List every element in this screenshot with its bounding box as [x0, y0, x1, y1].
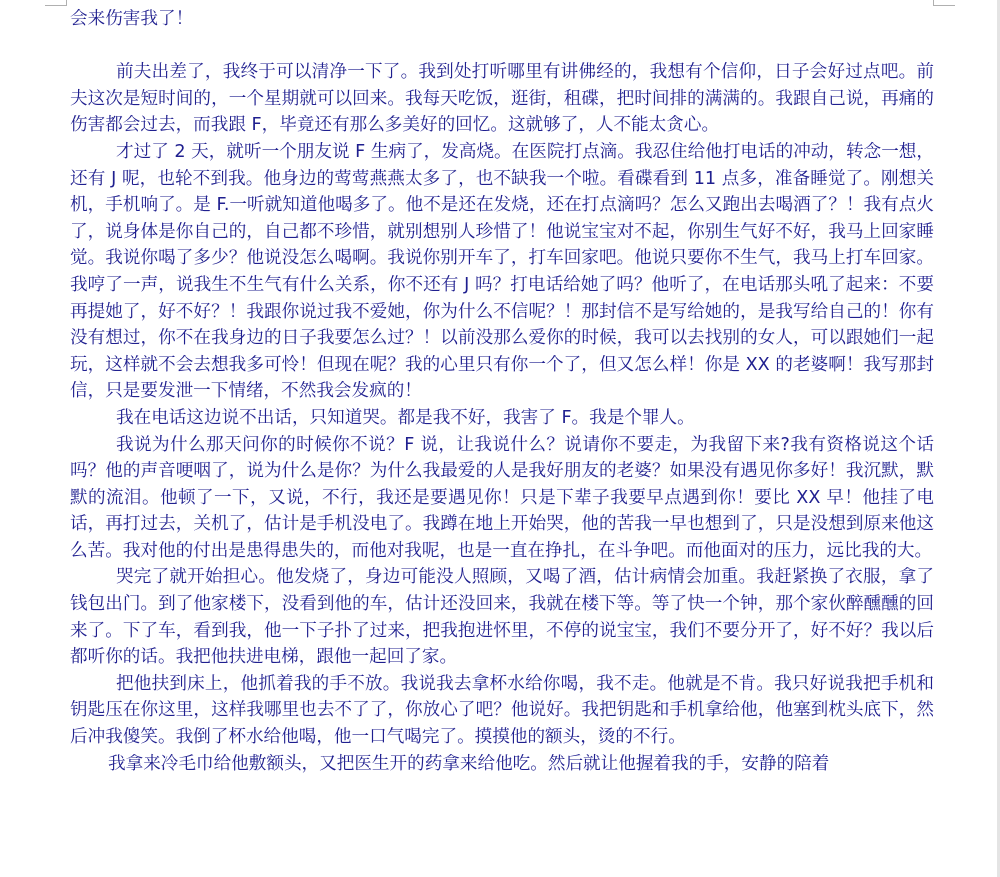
paragraph: 哭完了就开始担心。他发烧了，身边可能没人照顾，又喝了酒，估计病情会加重。我赶紧换了衣服，拿了钱包出门。到了他家楼下，没看到他的车，估计还没回来，我就在楼下等。等了快一个钟，那个家伙醉醺醺的回来了。下了车，看到我，他一下子扑了过来，把我抱进怀里，不停的说宝宝，我们不要分开了，好不好？我以后都听你的话。我把他扶进电梯，跟他一起回了家。 [70, 567, 934, 668]
margin-corner-mark-right [933, 0, 955, 6]
paragraph: 我说为什么那天问你的时候你不说？F 说，让我说什么？说请你不要走，为我留下来?我有资格说这个话吗？他的声音哽咽了，说为什么是你？为什么我最爱的人是我好朋友的老婆？如果没有遇见你多好！我沉默，默默的流泪。他顿了一下，又说，不行，我还是要遇见你！只是下辈子我要早点遇到你！要比 XX 早！他挂了电话，再打过去，关机了，估计是手机没电了。我蹲在地上开始哭，他的苦我一早也想到了，只是没想到原来他这么苦。我对他的付出是患得患失的，而他对我呢，也是一直在挣扎，在斗争吧。而他面对的压力，远比我的大。 [70, 434, 934, 561]
paragraph: 前夫出差了，我终于可以清净一下了。我到处打听哪里有讲佛经的，我想有个信仰，日子会好过点吧。前夫这次是短时间的，一个星期就可以回来。我每天吃饭，逛街，租碟，把时间排的满满的。我跟自己说，再痛的伤害都会过去，而我跟 F，毕竟还有那么多美好的回忆。这就够了，人不能太贪心。 [70, 62, 934, 136]
paragraph: 我在电话这边说不出话，只知道哭。都是我不好，我害了 F。我是个罪人。 [116, 407, 695, 428]
paragraph: 会来伤害我了！ [70, 9, 194, 29]
paragraph: 我拿来冷毛巾给他敷额头，又把医生开的药拿来给他吃。然后就让他握着我的手，安静的陪着 [108, 753, 830, 774]
margin-corner-mark-left [45, 0, 67, 6]
document-body[interactable] [70, 6, 934, 777]
empty-line [70, 33, 934, 60]
paragraph: 才过了 2 天，就听一个朋友说 F 生病了，发高烧。在医院打点滴。我忍住给他打电话的冲动，转念一想，还有 J 呢，也轮不到我。他身边的莺莺燕燕太多了，也不缺我一个啦。看碟看到 11 点多，准备睡觉了。刚想关机，手机响了。是 F.一听就知道他喝多了。他不是还在发烧，还在打点滴吗？怎么又跑出去喝酒了？！我有点火了，说身体是你自己的，自己都不珍惜，就别想别人珍惜了！他说宝宝对不起，你别生气好不好，我马上回家睡觉。我说你喝了多少？他说没怎么喝啊。我说你别开车了，打车回家吧。他说只要你不生气，我马上打车回家。我哼了一声，说我生不生气有什么关系，你不还有 J 吗？打电话给她了吗？他听了，在电话那头吼了起来：不要再提她了，好不好？！我跟你说过我不爱她，你为什么不信呢？！那封信不是写给她的，是我写给自己的！你有没有想过，你不在我身边的日子我要怎么过？！以前没那么爱你的时候，我可以去找别的女人，可以跟她们一起玩，这样就不会去想我多可怜！但现在呢？我的心里只有你一个了，但又怎么样！你是 XX 的老婆啊！我写那封信，只是要发泄一下情绪，不然我会发疯的！ [70, 141, 934, 402]
paragraph: 把他扶到床上，他抓着我的手不放。我说我去拿杯水给你喝，我不走。他就是不肯。我只好说我把手机和钥匙压在你这里，这样我哪里也去不了了，你放心了吧？他说好。我把钥匙和手机拿给他，他塞到枕头底下，然后冲我傻笑。我倒了杯水给他喝，他一口气喝完了。摸摸他的额头，烫的不行。 [70, 673, 934, 748]
